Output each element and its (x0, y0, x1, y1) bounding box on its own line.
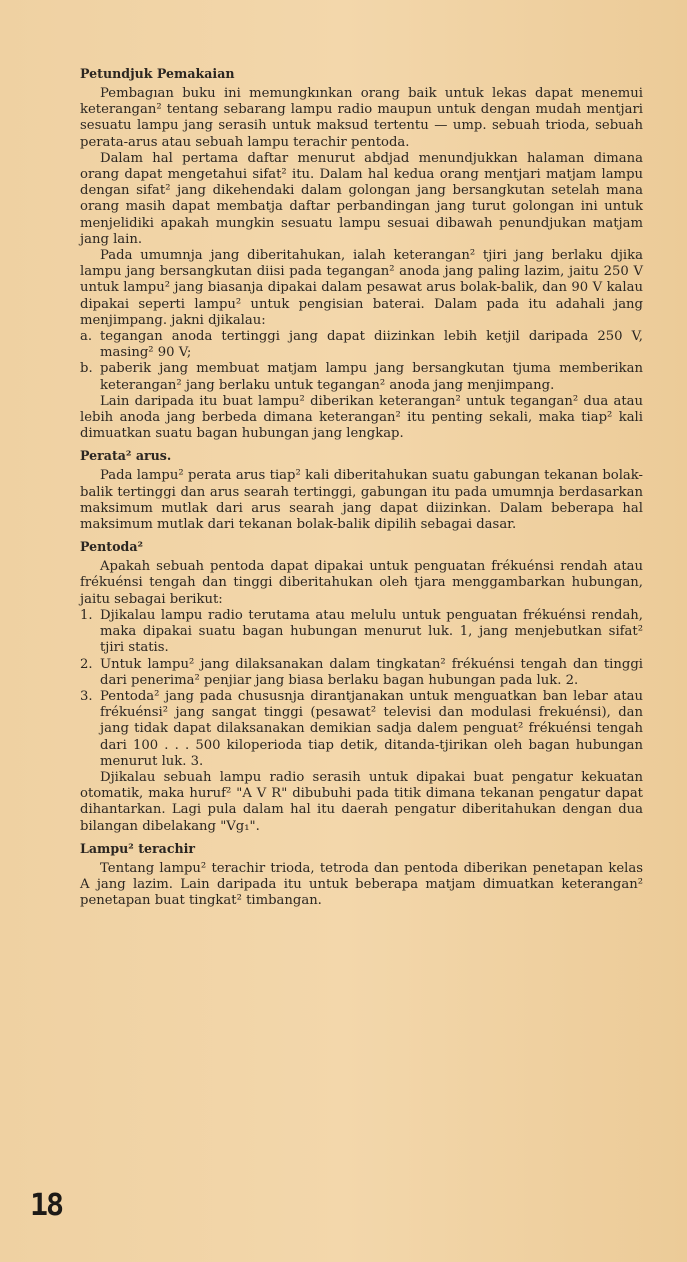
list-text: Pentoda² jang pada chususnja dirantjanakan untuk menguatkan ban lebar atau frékuénsi² jang sangat tinggi (pesawat² televisi dan modulasi frekuénsi), dan jang tidak dapat dilaksanakan demikian sadja dalem penguat² frékuénsi tengah dari 100 . . . 500 kiloperioda tiap detik, ditanda-tjirikan oleh bagan hubungan menurut luk. 3. (100, 688, 643, 769)
section-petundjuk-pemakaian (80, 66, 643, 442)
section-pentoda (80, 539, 643, 834)
conditions-list (80, 329, 643, 394)
list-item (80, 361, 643, 393)
page-content (80, 60, 643, 909)
numbered-list (80, 608, 643, 770)
paragraph: Pembagıan buku ini memungkınkan orang baik untuk lekas dapat menemui keterangan² tentang sebarang lampu radio maupun untuk dengan mudah mentjari sesuatu lampu jang serasih untuk maksud tertentu — ump. sebuah trioda, sebuah perata-arus atau sebuah lampu terachir pentoda. (80, 86, 643, 150)
paragraph: Apakah sebuah pentoda dapat dipakai untuk penguatan frékuénsi rendah atau frékuénsi tengah dan tinggi diberitahukan oleh tjara menggambarkan hubungan, jaitu sebagai berikut: (80, 559, 643, 607)
list-text: tegangan anoda tertinggi jang dapat diizinkan lebih ketjil daripada 250 V, masing² 90 V; (100, 329, 643, 361)
paragraph: Djikalau sebuah lampu radio serasih untuk dipakai buat pengatur kekuatan otomatik, maka huruf² "A V R" dibubuhi pada titik dimana tekanan pengatur dapat dihantarkan. Lagi pula dalam hal itu daerah pengatur diberitahukan dengan dua bilangan dibelakang "Vg₁". (80, 769, 643, 834)
list-marker: 1. (80, 607, 93, 623)
list-text: paberik jang membuat matjam lampu jang bersangkutan tjuma memberikan keterangan² jang berlaku untuk tegangan² anoda jang menjimpang. (100, 361, 643, 393)
list-text: Untuk lampu² jang dilaksanakan dalam tingkatan² frékuénsi tengah dan tinggi dari penerima² penjiar jang biasa berlaku bagan hubungan pada luk. 2. (100, 656, 643, 688)
list-item (80, 657, 643, 689)
paragraph: Pada umumnja jang diberitahukan, ialah keterangan² tjiri jang berlaku djika lampu jang bersangkutan diisi pada tegangan² anoda jang paling lazim, jaitu 250 V untuk lampu² jang biasanja dipakai dalam pesawat arus bolak-balik, dan 90 V kalau dipakai seperti lampu² untuk pengisian baterai. Dalam pada itu adahali jang menjimpang. jakni djikalau: (80, 248, 643, 328)
list-marker: 3. (80, 688, 93, 704)
list-item (80, 689, 643, 770)
section-heading: Pentoda² (80, 539, 143, 555)
section-perata-arus (80, 448, 643, 533)
section-heading: Petundjuk Pemakaian (80, 66, 235, 81)
section-lampu-terachir (80, 841, 643, 910)
paragraph: Pada lampu² perata arus tiap² kali diberitahukan suatu gabungan tekanan bolak-balik tertinggi dan arus searah tertinggi, gabungan itu pada umumnja berdasarkan maksimum mutlak dari arus searah jang dapat diizinkan. Dalam beberapa hal maksimum mutlak dari tekanan bolak-balik dipilih sebagai dasar. (80, 468, 643, 533)
section-heading: Perata² arus. (80, 448, 172, 464)
list-marker: a. (80, 329, 93, 345)
list-marker: 2. (80, 656, 93, 672)
section-heading: Lampu² terachir (80, 840, 196, 856)
paragraph: Lain daripada itu buat lampu² diberikan keterangan² untuk tegangan² dua atau lebih anoda jang berbeda dimana keterangan² itu penting sekali, maka tiap² kali dimuatkan suatu bagan hubungan jang lengkap. (80, 393, 643, 442)
list-marker: b. (80, 361, 93, 377)
list-text: Djikalau lampu radio terutama atau melulu untuk penguatan frékuénsi rendah, maka dipakai suatu bagan hubungan menurut luk. 1, jang menjebutkan sifat² tjiri statis. (100, 607, 643, 656)
paragraph: Dalam hal pertama daftar menurut abdjad menundjukkan halaman dimana orang dapat mengetahui sifat² itu. Dalam hal kedua orang mentjari matjam lampu dengan sifat² jang dikehendaki dalam golongan jang bersangkutan setelah mana orang masih dapat membatja daftar perbandingan jang turut golongan ini untuk menjelidiki apakah mungkin sesuatu lampu sesuai dibawah penundjukan matjam jang lain. (80, 150, 643, 247)
list-item (80, 329, 643, 361)
paragraph: Tentang lampu² terachir trioda, tetroda dan pentoda diberikan penetapan kelas A jang lazim. Lain daripada itu untuk beberapa matjam dimuatkan keterangan² penetapan buat tingkat² timbangan. (80, 860, 643, 909)
list-item (80, 608, 643, 657)
page-number: 18 (30, 1188, 63, 1223)
